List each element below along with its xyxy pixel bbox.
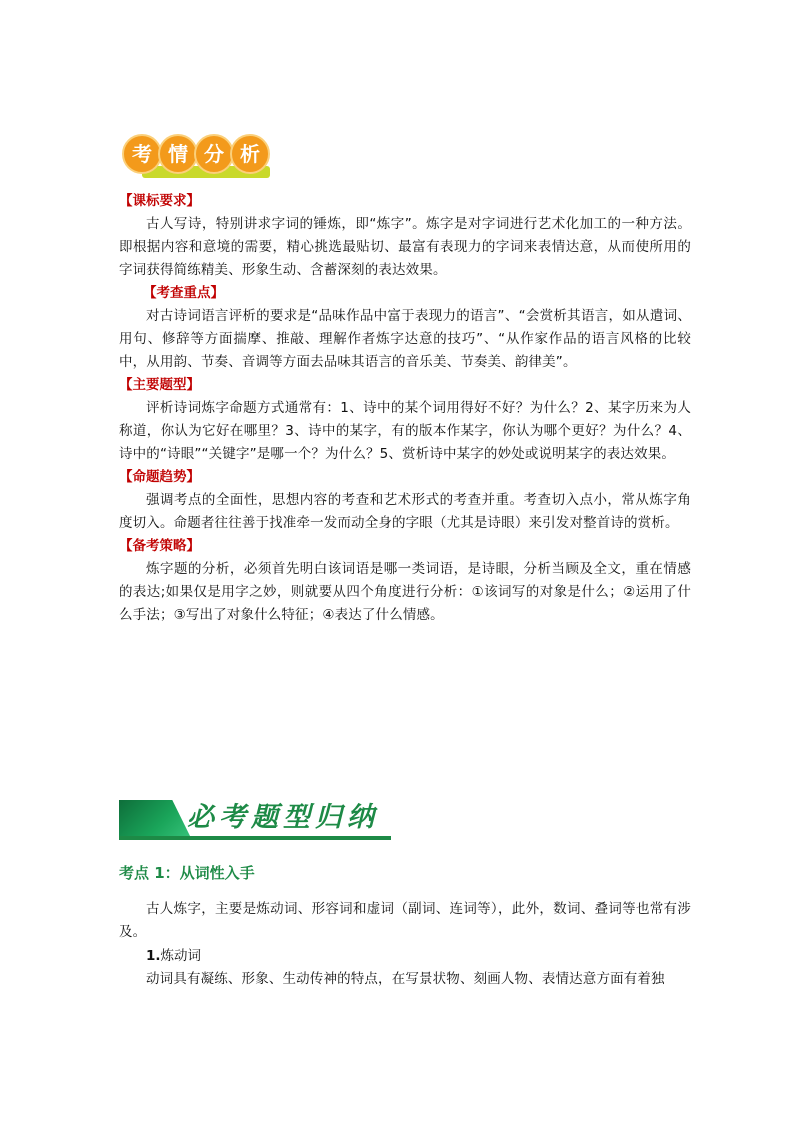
question-types-banner <box>119 800 391 840</box>
section-label-strategy: 【备考策略】 <box>119 538 200 554</box>
section-text-question-types: 评析诗词炼字命题方式通常有：1、诗中的某个词用得好不好？为什么？2、某字历来为人称道，你认为它好在哪里？3、诗中的某字，有的版本作某字，你认为哪个更好？为什么？4、诗中的“诗眼”“关键字”是哪一个？为什么？5、赏析诗中某字的妙处或说明某字的表达效果。 <box>119 400 691 462</box>
banner-block <box>119 800 191 838</box>
kaodian-subheading <box>119 944 691 968</box>
subheading-label: 炼动词 <box>160 948 202 964</box>
banner-underline <box>119 836 391 840</box>
badge-char-2: 情 <box>158 134 198 174</box>
section-text-trends: 强调考点的全面性，思想内容的考查和艺术形式的考查并重。考查切入点小，常从炼字角度切入。命题者往往善于找准牵一发而动全身的字眼（尤其是诗眼）来引发对整首诗的赏析。 <box>119 492 691 531</box>
analysis-content <box>119 190 691 627</box>
badge-char-1: 考 <box>122 134 162 174</box>
kaodian-sub-text: 动词具有凝练、形象、生动传神的特点，在写景状物、刻画人物、表情达意方面有着独 <box>146 971 665 987</box>
banner-title: 必考题型归纳 <box>187 802 379 833</box>
badge-char-4: 析 <box>230 134 270 174</box>
section-label-curriculum: 【课标要求】 <box>119 193 200 209</box>
kaodian-title: 考点 1：从词性入手 <box>119 864 255 882</box>
badge-char-3: 分 <box>194 134 234 174</box>
section-label-question-types: 【主要题型】 <box>119 377 200 393</box>
kaodian-intro: 古人炼字，主要是炼动词、形容词和虚词（副词、连词等），此外，数词、叠词等也常有涉及。 <box>119 901 691 940</box>
section-text-strategy: 炼字题的分析，必须首先明白该词语是哪一类词语，是诗眼，分析当顾及全文，重在情感的表达;如果仅是用字之妙，则就要从四个角度进行分析：①该词写的对象是什么；②运用了什么手法；③写出了对象什么特征；④表达了什么情感。 <box>119 561 691 623</box>
subheading-number: 1. <box>146 948 161 964</box>
kaodian-content <box>119 898 691 991</box>
section-text-focus: 对古诗词语言评析的要求是“品味作品中富于表现力的语言”、“会赏析其语言，如从遣词、用句、修辞等方面揣摩、推敲、理解作者炼字达意的技巧”、“从作家作品的语言风格的比较中，从用韵、节奏、音调等方面去品味其语言的音乐美、节奏美、韵律美”。 <box>119 308 691 370</box>
analysis-badge <box>122 134 272 180</box>
section-text-curriculum: 古人写诗，特别讲求字词的锤炼，即“炼字”。炼字是对字词进行艺术化加工的一种方法。即根据内容和意境的需要，精心挑选最贴切、最富有表现力的字词来表情达意，从而使所用的字词获得简练精美、形象生动、含蓄深刻的表达效果。 <box>119 216 691 278</box>
section-label-focus: 【考查重点】 <box>143 285 224 301</box>
section-label-trends: 【命题趋势】 <box>119 469 200 485</box>
